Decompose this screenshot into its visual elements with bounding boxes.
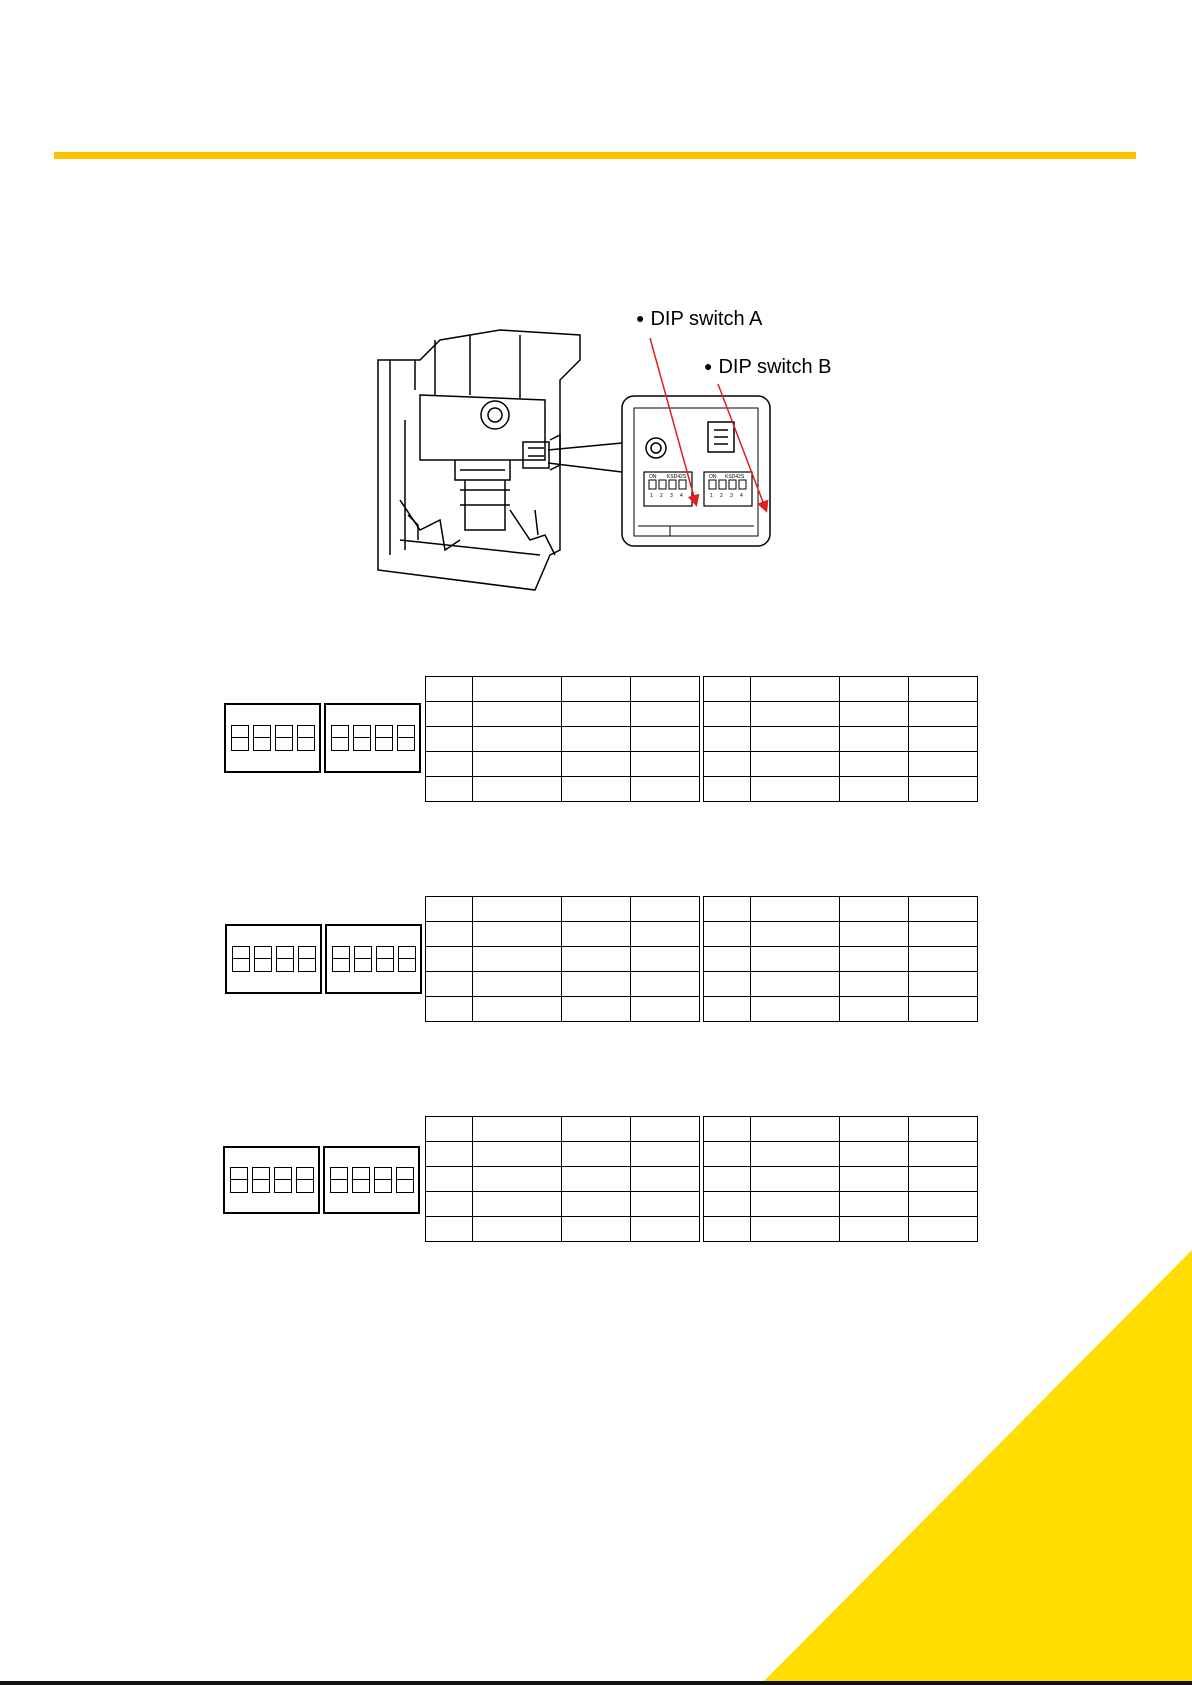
switch-slot: [374, 1167, 392, 1193]
dip-switch-b-setting-1: [324, 703, 421, 773]
switch-a-on-label: ON: [649, 474, 657, 480]
switch-slot: [332, 946, 350, 972]
callout-bullet: ●: [636, 310, 645, 326]
dip-switch-b-setting-2: [325, 924, 422, 994]
switch-slot: [275, 725, 293, 751]
switch-b-pos-4: 4: [740, 493, 743, 499]
switch-slot: [253, 725, 271, 751]
callout-label-b: DIP switch B: [718, 356, 832, 378]
dip-switch-a-setting-3: [223, 1146, 320, 1214]
settings-table-3-right: [703, 1116, 978, 1242]
switch-slot: [296, 1167, 314, 1193]
switch-a-brand-label: KSD42S: [667, 474, 687, 480]
switch-b-arrow: [718, 384, 766, 510]
switch-slot: [375, 725, 393, 751]
switch-slot: [354, 946, 372, 972]
switch-slot: [398, 946, 416, 972]
dip-switch-a-setting-2: [225, 924, 322, 994]
inverter-dip-switch-diagram: [360, 300, 860, 615]
settings-table-1-right: [703, 676, 978, 802]
settings-table-1-left: [425, 676, 700, 802]
switch-a-pos-1: 1: [650, 493, 653, 499]
switch-slot: [331, 725, 349, 751]
switch-slot: [352, 1167, 370, 1193]
switch-slot: [230, 1167, 248, 1193]
switch-slot: [297, 725, 315, 751]
switch-slot: [276, 946, 294, 972]
switch-a-pos-4: 4: [680, 493, 683, 499]
settings-table-3-left: [425, 1116, 700, 1242]
switch-a-pos-2: 2: [660, 493, 663, 499]
settings-table-2-right: [703, 896, 978, 1022]
page-bottom-edge: [0, 1681, 1192, 1685]
dip-switch-a-callout: [636, 308, 762, 331]
dip-switch-b-callout: [704, 356, 831, 379]
switch-slot: [254, 946, 272, 972]
switch-slot: [353, 725, 371, 751]
callout-bullet: ●: [704, 358, 713, 374]
switch-slot: [330, 1167, 348, 1193]
switch-slot: [232, 946, 250, 972]
dip-switch-a-setting-1: [224, 703, 321, 773]
dip-switch-b-setting-3: [323, 1146, 420, 1214]
switch-b-brand-label: KSD42S: [725, 474, 745, 480]
switch-b-pos-2: 2: [720, 493, 723, 499]
switch-b-pos-1: 1: [710, 493, 713, 499]
switch-slot: [231, 725, 249, 751]
callout-label-a: DIP switch A: [650, 308, 763, 330]
inverter-line-drawing: [360, 300, 860, 610]
switch-a-pos-3: 3: [670, 493, 673, 499]
switch-b-on-label: ON: [709, 474, 717, 480]
switch-slot: [252, 1167, 270, 1193]
settings-table-2-left: [425, 896, 700, 1022]
switch-slot: [397, 725, 415, 751]
switch-slot: [396, 1167, 414, 1193]
switch-slot: [376, 946, 394, 972]
switch-slot: [274, 1167, 292, 1193]
switch-slot: [298, 946, 316, 972]
switch-b-pos-3: 3: [730, 493, 733, 499]
